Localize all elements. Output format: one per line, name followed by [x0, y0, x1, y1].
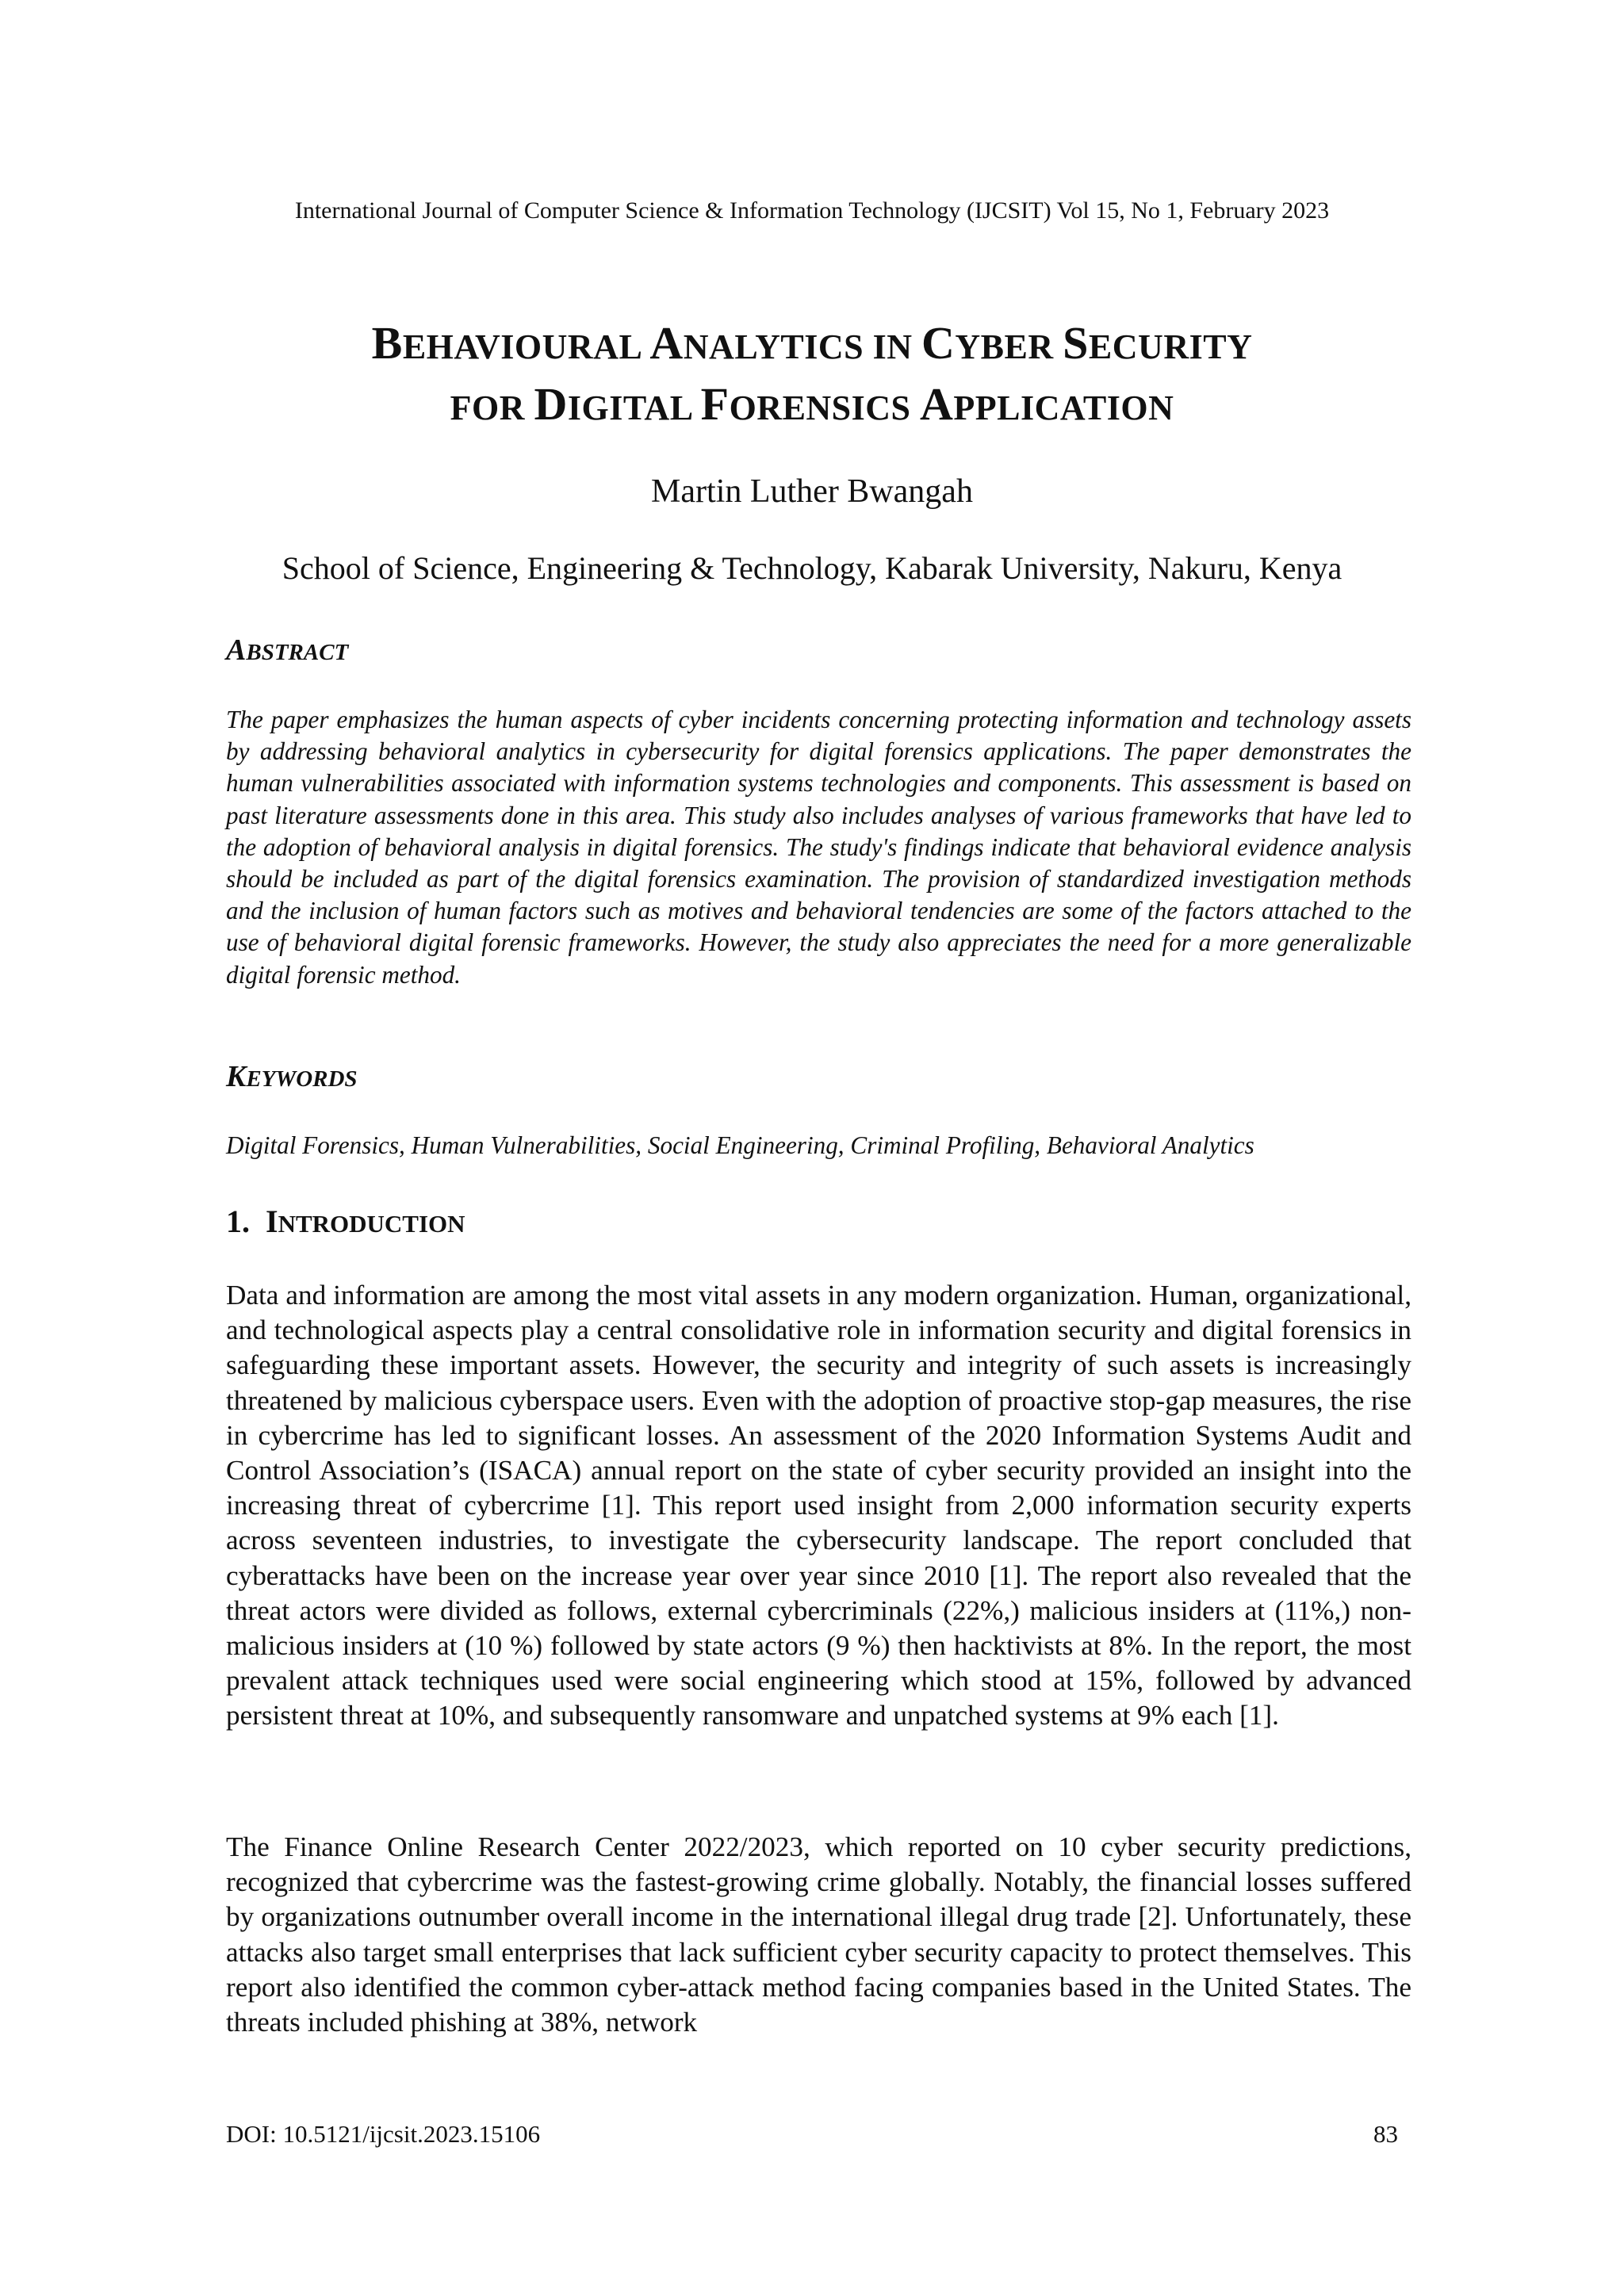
- title-word: DIGITAL: [534, 378, 701, 430]
- introduction-paragraph-1: Data and information are among the most vital assets in any modern organization. Human, organizational, and technological aspects play a central consolidative role in information security and digital forensics in safeguarding these important assets. However, the security and integrity of such assets is increasingly threatened by malicious cyberspace users. Even with the adoption of proactive stop-gap measures, the rise in cybercrime has led to significant losses. An assessment of the 2020 Information Systems Audit and Control Association’s (ISACA) annual report on the state of cyber security provided an insight into the increasing threat of cybercrime [1]. This report used insight from 2,000 information security experts across seventeen industries, to investigate the cybersecurity landscape. The report concluded that cyberattacks have been on the increase year over year since 2010 [1]. The report also revealed that the threat actors were divided as follows, external cybercriminals (22%,) malicious insiders at (11%,) non-malicious insiders at (10 %) followed by state actors (9 %) then hacktivists at 8%. In the report, the most prevalent attack techniques used were social engineering which stood at 15%, followed by advanced persistent threat at 10%, and subsequently ransomware and unpatched systems at 9% each [1].: [226, 1280, 1411, 1732]
- title-word: BEHAVIOURAL: [371, 317, 650, 369]
- title-word: FORENSICS: [700, 378, 921, 430]
- title-word: ANALYTICS IN: [649, 317, 922, 369]
- running-head: International Journal of Computer Science & Information Technology (IJCSIT) Vol 15, No 1, February 2023: [294, 197, 1330, 224]
- author-affiliation: School of Science, Engineering & Technology, Kabarak University, Nakuru, Kenya: [282, 550, 1342, 586]
- title-word: SECURITY: [1063, 317, 1253, 369]
- introduction-paragraph-2: The Finance Online Research Center 2022/2023, which reported on 10 cyber security predictions, recognized that cybercrime was the fastest-growing crime globally. Notably, the financial losses suffered by organizations outnumber overall income in the international illegal drug trade [2]. Unfortunately, these attacks also target small enterprises that lack sufficient cyber security capacity to protect themselves. This report also identified the common cyber-attack method facing companies based in the United States. The threats included phishing at 38%, network: [226, 1831, 1411, 2038]
- abstract-heading: ABSTRACT: [226, 633, 349, 667]
- title-word: FOR: [450, 388, 534, 427]
- abstract-text: The paper emphasizes the human aspects of cyber incidents concerning protecting information and technology assets by addressing behavioral analytics in cybersecurity for digital forensics applications. The paper demonstrates the human vulnerabilities associated with information systems technologies and components. This assessment is based on past literature assessments done in this area. This study also includes analyses of various frameworks that have led to the adoption of behavioral analysis in digital forensics. The study's findings indicate that behavioral evidence analysis should be included as part of the digital forensics examination. The provision of standardized investigation methods and the inclusion of human factors such as motives and behavioral tendencies are some of the factors attached to the use of behavioral digital forensic frameworks. However, the study also appreciates the need for a more generalizable digital forensic method.: [226, 706, 1411, 989]
- title-word: CYBER: [921, 317, 1063, 369]
- title-word: APPLICATION: [920, 378, 1174, 430]
- paper-title-line-1: [0, 313, 1624, 377]
- page-number: 83: [1373, 2120, 1398, 2148]
- keywords-text: Digital Forensics, Human Vulnerabilities, Social Engineering, Criminal Profiling, Behavioral Analytics: [226, 1131, 1254, 1159]
- paper-title-line-2: [0, 374, 1624, 438]
- section-heading-introduction: 1. INTRODUCTION: [226, 1203, 465, 1239]
- footer-doi: DOI: 10.5121/ijcsit.2023.15106: [226, 2120, 541, 2148]
- author-name: Martin Luther Bwangah: [651, 473, 973, 510]
- keywords-heading: KEYWORDS: [226, 1060, 358, 1093]
